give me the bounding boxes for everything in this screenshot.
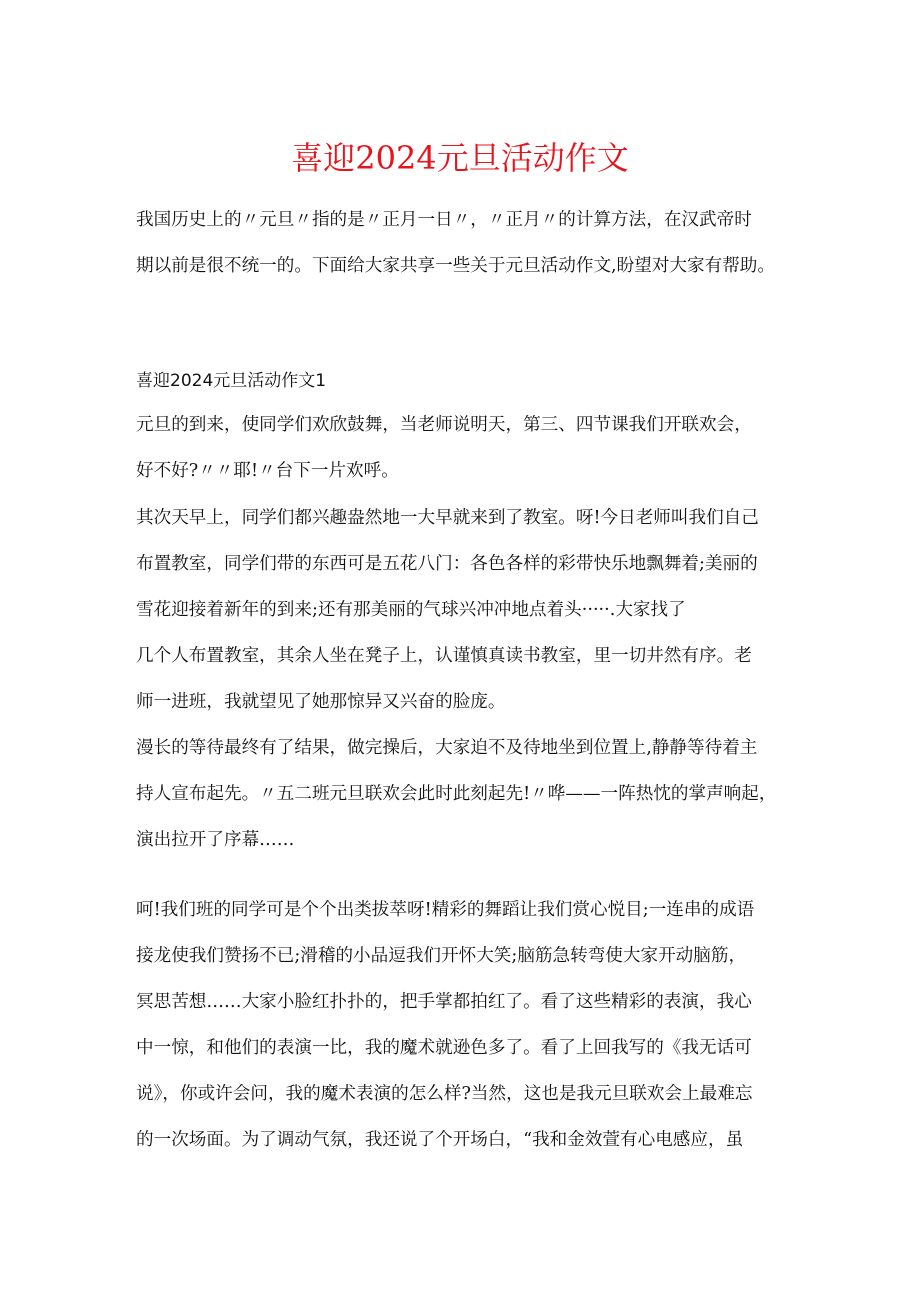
paragraph-4 bbox=[136, 887, 796, 1163]
paragraph-3 bbox=[136, 725, 796, 863]
text-line: 期以前是很不统一的。下面给大家共享一些关于元旦活动作文,盼望对大家有帮助。 bbox=[136, 256, 775, 276]
text-line: 几个人布置教室，其余人坐在凳子上，认谨慎真读书教室，里一切井然有序。老 bbox=[136, 646, 752, 666]
intro-paragraph bbox=[136, 197, 796, 289]
text-line: 说》，你或许会问，我的魔术表演的怎么样?当然，这也是我元旦联欢会上最难忘 bbox=[136, 1084, 753, 1104]
text-line: 漫长的等待最终有了结果，做完操后，大家迫不及待地坐到位置上,静静等待着主 bbox=[136, 738, 758, 758]
text-line: 雪花迎接着新年的到来;还有那美丽的气球兴冲冲地点着头·····.大家找了 bbox=[136, 600, 686, 620]
text-line: 元旦的到来，使同学们欢欣鼓舞，当老师说明天，第三、四节课我们开联欢会， bbox=[136, 415, 752, 435]
text-line: 好不好?〃〃耶!〃台下一片欢呼。 bbox=[136, 461, 399, 481]
text-line: 冥思苦想……大家小脸红扑扑的，把手掌都拍红了。看了这些精彩的表演，我心 bbox=[136, 992, 752, 1012]
paragraph-2 bbox=[136, 495, 796, 725]
text-line: 演出拉开了序幕…… bbox=[136, 830, 295, 850]
text-line: 接龙使我们赞扬不已;滑稽的小品逗我们开怀大笑;脑筋急转弯使大家开动脑筋， bbox=[136, 946, 747, 966]
text-line: 师一进班，我就望见了她那惊异又兴奋的脸庞。 bbox=[136, 692, 506, 712]
text-line: 中一惊，和他们的表演一比，我的魔术就逊色多了。看了上回我写的《我无话可 bbox=[136, 1038, 752, 1058]
text-line: 持人宣布起先。〃五二班元旦联欢会此时此刻起先!〃哗——一阵热忱的掌声响起， bbox=[136, 784, 777, 804]
text-line: 呵!我们班的同学可是个个出类拔萃呀!精彩的舞蹈让我们赏心悦目;一连串的成语 bbox=[136, 900, 755, 920]
text-line: 我国历史上的〃元旦〃指的是〃正月一日〃，〃正月〃的计算方法，在汉武帝时 bbox=[136, 210, 752, 230]
document-title: 喜迎2024元旦活动作文 bbox=[291, 139, 629, 177]
text-line: 的一次场面。为了调动气氛，我还说了个开场白，“我和金效萱有心电感应，虽 bbox=[136, 1130, 744, 1150]
paragraph-1 bbox=[136, 402, 796, 494]
section-heading: 喜迎2024元旦活动作文1 bbox=[136, 371, 327, 391]
text-line: 其次天早上，同学们都兴趣盎然地一大早就来到了教室。呀!今日老师叫我们自己 bbox=[136, 508, 759, 528]
text-line: 布置教室，同学们带的东西可是五花八门：各色各样的彩带快乐地飘舞着;美丽的 bbox=[136, 554, 758, 574]
